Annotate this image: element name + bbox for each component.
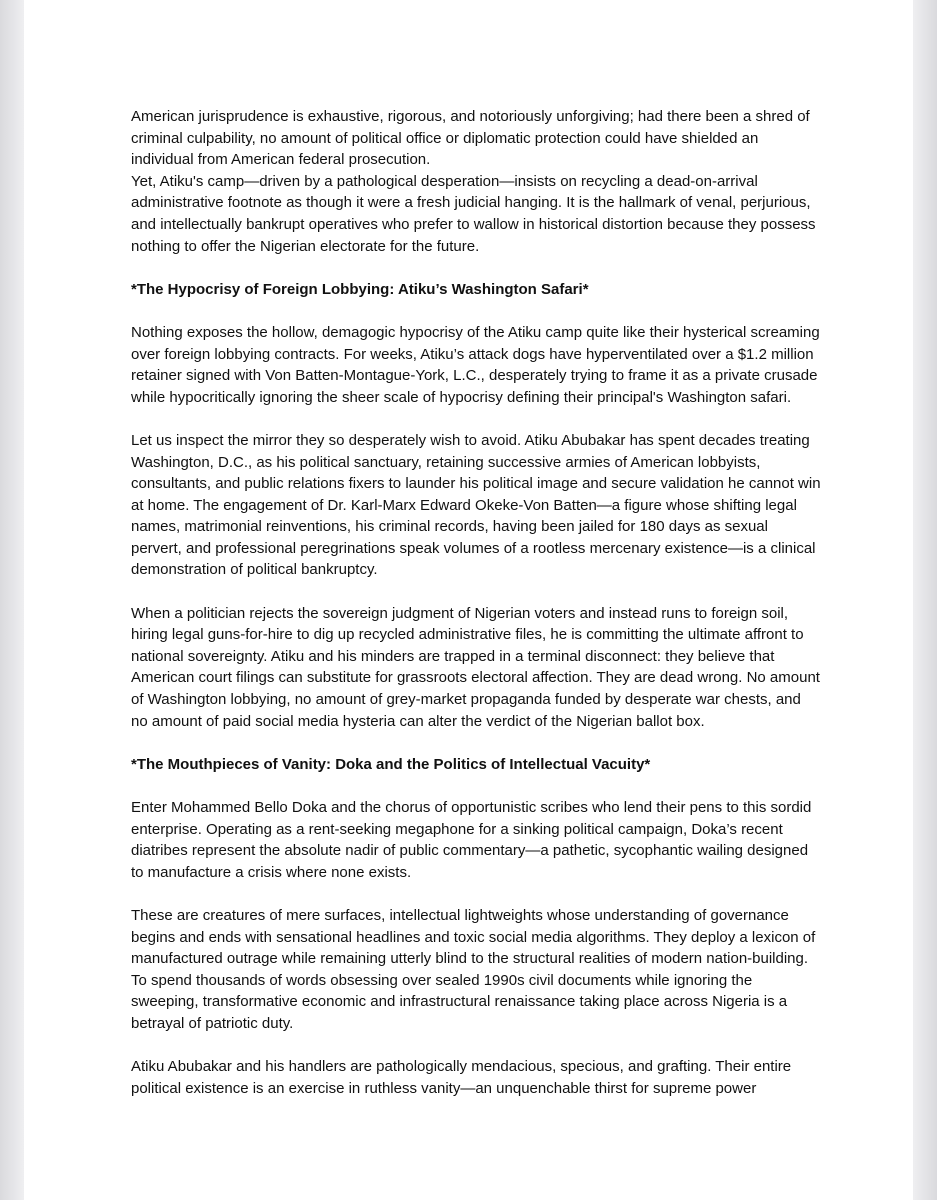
paragraph-mendacious-handlers: Atiku Abubakar and his handlers are pathologically mendacious, specious, and grafting. Their entire political existence is an exercise in ruthless vanity—an unquenchable thirst for supreme power xyxy=(131,1058,792,1097)
paragraph-creatures-of-surfaces: These are creatures of mere surfaces, intellectual lightweights whose understanding of governance begins and ends with sensational headlines and toxic social media algorithms. They deploy a lexicon of manufactured outrage while remaining utterly blind to the structural realities of modern nation-building. To spend thousands of words obsessing over sealed 1990s civil documents while ignoring the sweeping, transformative economic and infrastructural renaissance taking place across Nigeria is a betrayal of patriotic duty. xyxy=(131,906,816,1032)
paragraph-sovereign-judgment: When a politician rejects the sovereign judgment of Nigerian voters and instead runs to foreign soil, hiring legal guns-for-hire to dig up recycled administrative files, he is committing the ultimate affront to national sovereignty. Atiku and his minders are trapped in a terminal disconnect: they believe that American court filings can substitute for grassroots electoral affection. They are dead wrong. No amount of Washington lobbying, no amount of grey-market propaganda funded by desperate war chests, and no amount of paid social media hysteria can alter the verdict of the Nigerian ballot box. xyxy=(131,604,820,730)
paragraph-american-jurisprudence: American jurisprudence is exhaustive, rigorous, and notoriously unforgiving; had there been a shred of criminal culpability, no amount of political office or diplomatic protection could have shielded an individual from American federal prosecution. xyxy=(131,108,810,169)
paragraph-atiku-camp: Yet, Atiku's camp—driven by a pathological desperation—insists on recycling a dead-on-arrival administrative footnote as though it were a fresh judicial hanging. It is the hallmark of venal, perjurious, and intellectually bankrupt operatives who prefer to wallow in historical distortion because they possess nothing to offer the Nigerian electorate for the future. xyxy=(131,172,816,255)
viewer-gutter-left xyxy=(0,0,24,1200)
paragraph-enter-doka: Enter Mohammed Bello Doka and the chorus of opportunistic scribes who lend their pens to this sordid enterprise. Operating as a rent-seeking megaphone for a sinking political campaign, Doka’s recent diatribes represent the absolute nadir of public commentary—a pathetic, sycophantic wailing designed to manufacture a crisis where none exists. xyxy=(131,799,812,881)
paragraph-inspect-the-mirror: Let us inspect the mirror they so desperately wish to avoid. Atiku Abubakar has spent decades treating Washington, D.C., as his political sanctuary, retaining successive armies of American lobbyists, consultants, and public relations fixers to launder his political image and secure validation he cannot win at home. The engagement of Dr. Karl-Marx Edward Okeke-Von Batten—a figure whose shifting legal names, matrimonial reinventions, his criminal records, having been jailed for 180 days as sexual pervert, and professional peregrinations speak volumes of a rootless mercenary existence—is a clinical demonstration of political bankruptcy. xyxy=(131,431,821,579)
document-body xyxy=(131,106,821,1099)
paragraph-hollow-hypocrisy: Nothing exposes the hollow, demagogic hypocrisy of the Atiku camp quite like their hysterical screaming over foreign lobbying contracts. For weeks, Atiku’s attack dogs have hyperventilated over a $1.2 million retainer signed with Von Batten-Montague-York, L.C., desperately trying to frame it as a private crusade while hypocritically ignoring the sheer scale of hypocrisy defining their principal's Washington safari. xyxy=(131,323,820,406)
viewer-gutter-right xyxy=(913,0,937,1200)
heading-mouthpieces-of-vanity: *The Mouthpieces of Vanity: Doka and the Politics of Intellectual Vacuity* xyxy=(131,755,651,773)
document-page xyxy=(24,0,913,1200)
heading-foreign-lobbying: *The Hypocrisy of Foreign Lobbying: Atiku’s Washington Safari* xyxy=(131,280,589,298)
